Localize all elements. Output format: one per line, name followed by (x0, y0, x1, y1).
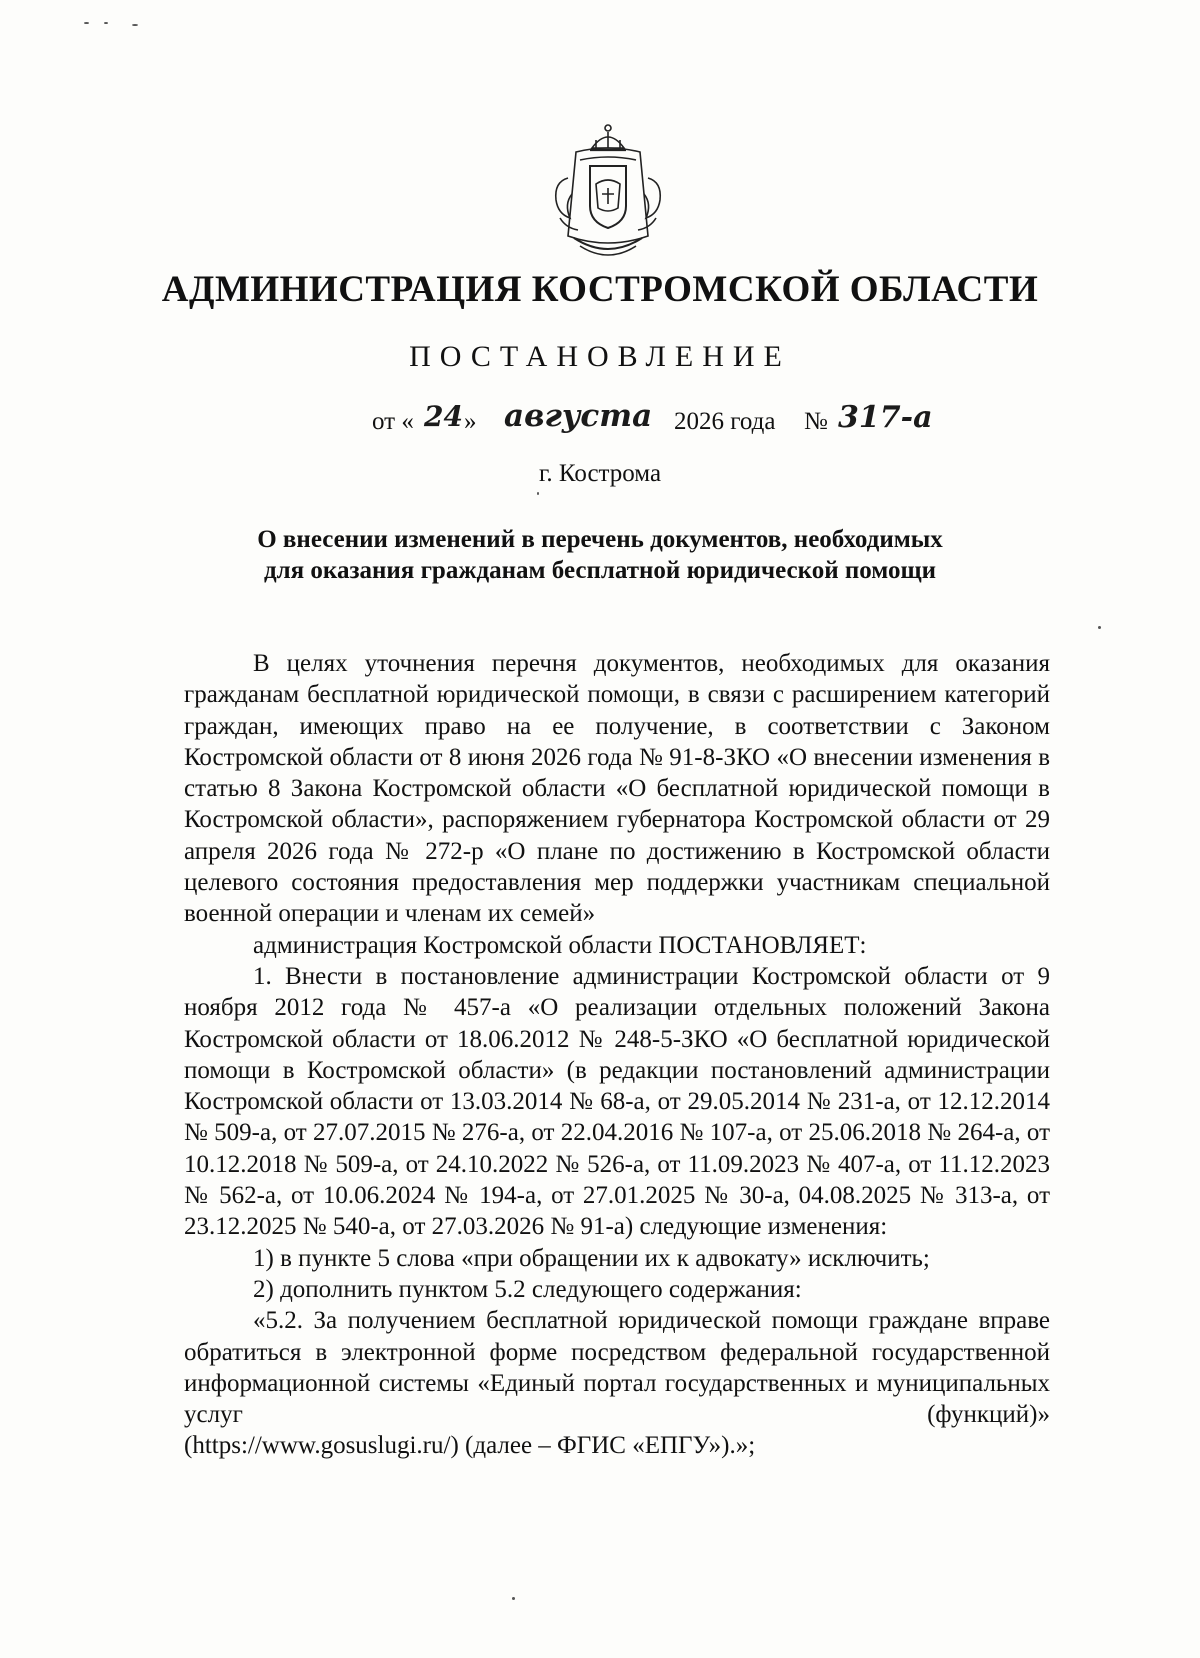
city-line: г. Кострома (538, 460, 662, 487)
subitem-2-paragraph: 2) дополнить пунктом 5.2 следующего содержания: (253, 1275, 802, 1303)
subitem-1-paragraph: 1) в пункте 5 слова «при обращении их к адвокату» исключить; (253, 1244, 930, 1272)
clause-5-2-paragraph: «5.2. За получением бесплатной юридической помощи граждане вправе обратиться в электронной форме посредством федеральной государственной информационной системы «Единый портал государственных и муниципальных услуг (функций)» (184, 1307, 1050, 1429)
clause-5-2-continuation: (https://www.gosuslugi.ru/) (далее – ФГИС «ЕПГУ»).»; (184, 1432, 756, 1460)
date-quote-close: » (464, 408, 477, 435)
preamble-paragraph: В целях уточнения перечня документов, необходимых для оказания гражданам бесплатной юридической помощи, в связи с расширением категорий граждан, имеющих право на ее получение, в соответствии с Законом Костромской области от 8 июня 2026 года № 91-8-ЗКО «О внесении изменения в статью 8 Закона Костромской области «О бесплатной юридической помощи в Костромской области», распоряжением губернатора Костромской области от 29 апреля 2026 года № 272-р «О плане по достижению в Костромской области целевого состояния предоставления мер поддержки участникам специальной военной операции и членам их семей» (184, 650, 1050, 928)
date-prefix: от « (372, 408, 414, 435)
item-1-paragraph: 1. Внести в постановление администрации Костромской области от 9 ноября 2012 года № 457-а «О реализации отдельных положений Закона Костромской области от 18.06.2012 № 248-5-ЗКО «О бесплатной юридической помощи в Костромской области» (в редакции постановлений администрации Костромской области от 13.03.2014 № 68-а, от 29.05.2014 № 231-а, от 12.12.2014 № 509-а, от 27.07.2015 № 276-а, от 22.04.2016 № 107-а, от 25.06.2018 № 264-а, от 10.12.2018 № 509-а, от 24.10.2022 № 526-а, от 11.09.2023 № 407-а, от 11.12.2023 № 562-а, от 10.06.2024 № 194-а, от 27.01.2025 № 30-а, 04.08.2025 № 313-а, от 23.12.2025 № 540-а, от 27.03.2026 № 91-а) следующие изменения: (184, 962, 1050, 1241)
organization-title: АДМИНИСТРАЦИЯ КОСТРОМСКОЙ ОБЛАСТИ (161, 269, 1039, 310)
date-month: августа (504, 398, 653, 434)
date-year: 2026 года (674, 408, 776, 435)
document-type-heading: ПОСТАНОВЛЕНИЕ (409, 340, 791, 373)
subject-line-2: для оказания гражданам бесплатной юридической помощи (263, 557, 937, 584)
resolution-paragraph: администрация Костромской области ПОСТАНОВЛЯЕТ: (253, 931, 867, 959)
document-body (184, 648, 1050, 1462)
document-subject (0, 524, 1200, 586)
number-sign: № (804, 408, 828, 435)
subject-line-1: О внесении изменений в перечень документов, необходимых (257, 526, 943, 553)
coat-of-arms-emblem (540, 118, 676, 264)
date-and-number-line (372, 398, 992, 448)
document-number: 317-а (838, 400, 933, 435)
date-day: 24 (424, 400, 463, 433)
